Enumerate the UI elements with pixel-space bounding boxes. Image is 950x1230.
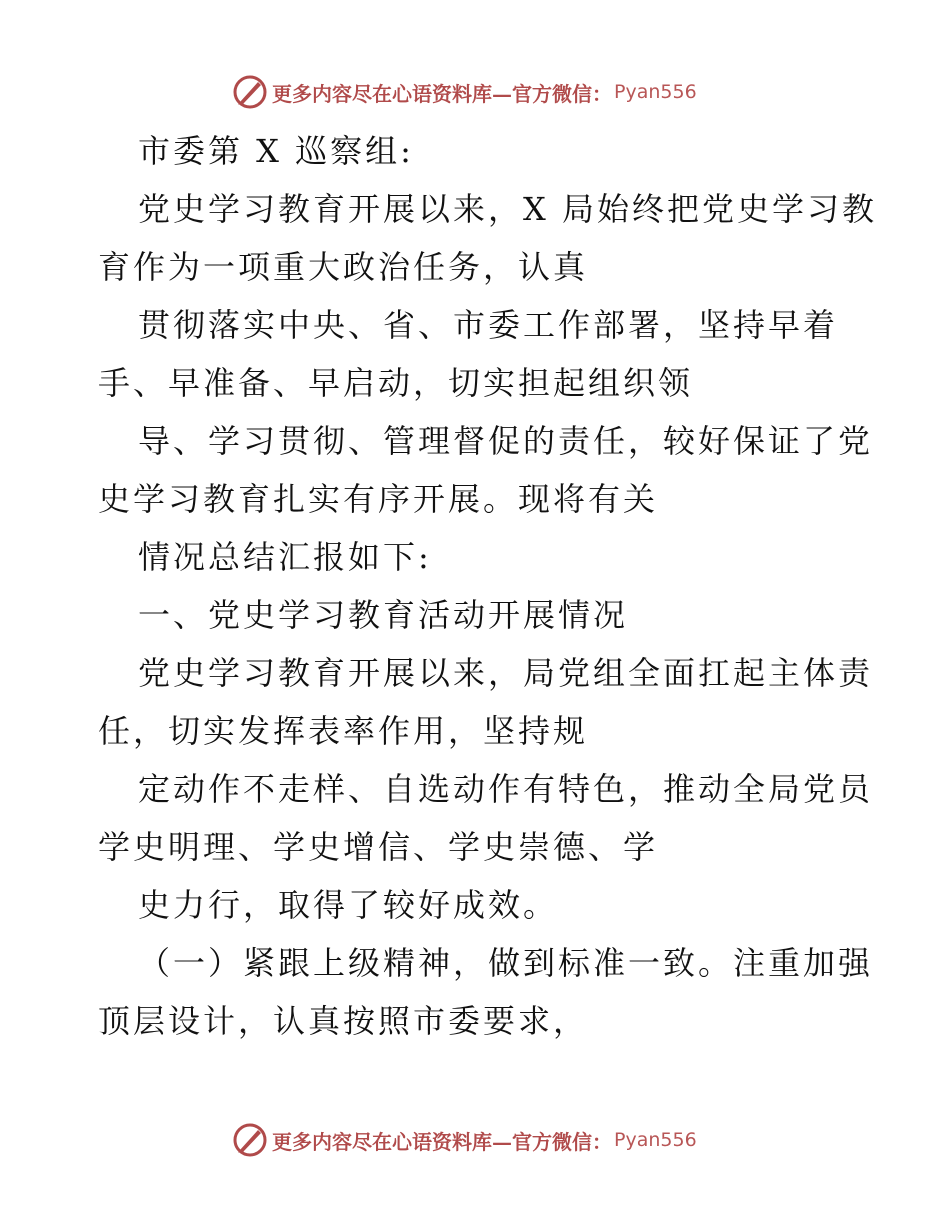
quill-pen-logo-icon <box>232 74 268 110</box>
paragraph-line: 定动作不走样、自选动作有特色，推动全局党员 <box>138 770 874 808</box>
paragraph-line: 情况总结汇报如下: <box>138 538 432 576</box>
watermark-text: 更多内容尽在心语资料库—官方微信： <box>272 1129 612 1154</box>
paragraph-line: 党史学习教育开展以来，局党组全面扛起主体责 <box>138 654 874 692</box>
footer-watermark <box>232 1120 697 1160</box>
header-watermark <box>232 72 697 112</box>
paragraph-line: 党史学习教育开展以来，X 局始终把党史学习教 <box>138 190 877 228</box>
paragraph-line: 任，切实发挥表率作用，坚持规 <box>98 712 589 750</box>
watermark-text: 更多内容尽在心语资料库—官方微信： <box>272 81 612 106</box>
paragraph-line: 育作为一项重大政治任务，认真 <box>98 248 589 286</box>
watermark-wechat-id: Pyan556 <box>614 1129 697 1151</box>
subsection-heading-line: （一）紧跟上级精神，做到标准一致。注重加强 <box>138 944 874 982</box>
salutation: 市委第 X 巡察组: <box>138 132 414 170</box>
paragraph-line: 史力行，取得了较好成效。 <box>138 886 559 924</box>
paragraph-line: 导、学习贯彻、管理督促的责任，较好保证了党 <box>138 422 874 460</box>
watermark-wechat-id: Pyan556 <box>614 81 697 103</box>
paragraph-line: 学史明理、学史增信、学史崇德、学 <box>98 828 659 866</box>
paragraph-line: 贯彻落实中央、省、市委工作部署，坚持早着 <box>138 306 839 344</box>
paragraph-line: 史学习教育扎实有序开展。现将有关 <box>98 480 659 518</box>
paragraph-line: 手、早准备、早启动，切实担起组织领 <box>98 364 694 402</box>
paragraph-line: 顶层设计，认真按照市委要求， <box>98 1002 589 1040</box>
section-heading: 一、党史学习教育活动开展情况 <box>138 596 629 634</box>
document-body <box>98 122 877 1050</box>
quill-pen-logo-icon <box>232 1122 268 1158</box>
